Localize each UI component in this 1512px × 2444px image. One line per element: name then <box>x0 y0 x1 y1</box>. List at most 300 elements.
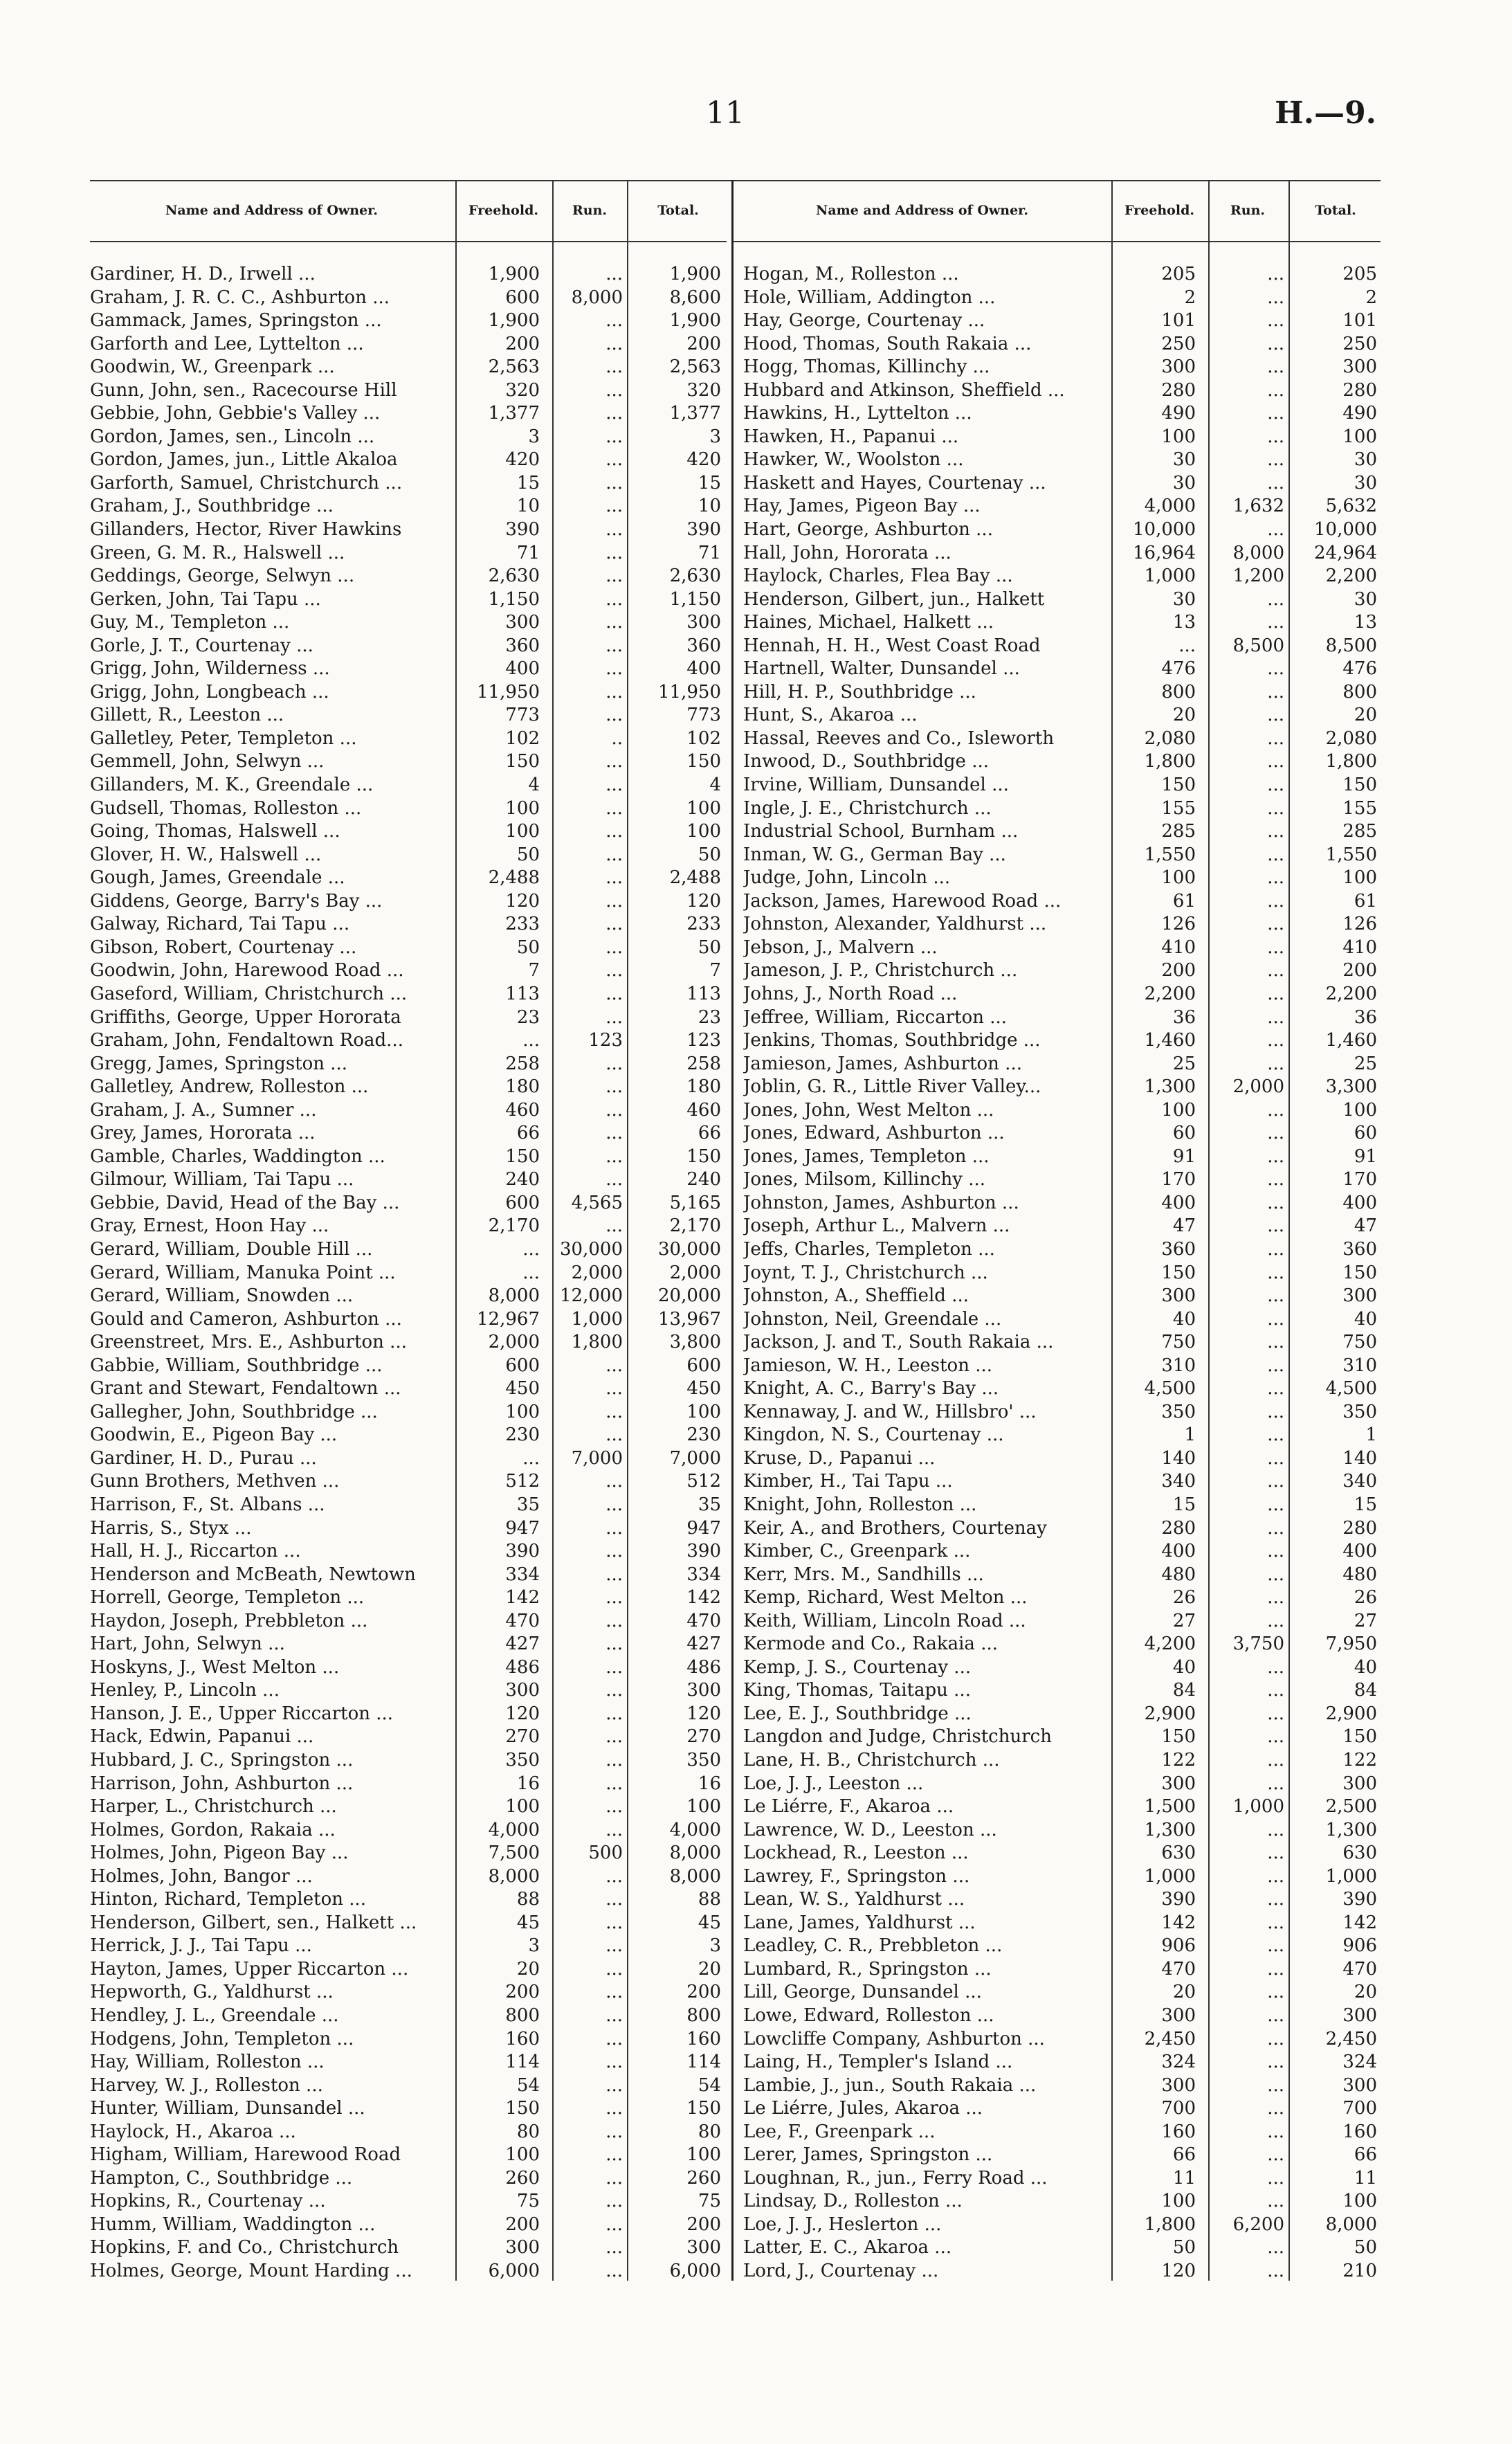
freehold-value: 3 <box>528 1935 540 1957</box>
total-value: 2,200 <box>1325 983 1377 1004</box>
owner-name: Joseph, Arthur L., Malvern ... <box>743 1215 1010 1237</box>
table-row <box>90 820 727 844</box>
table-row <box>90 2167 727 2191</box>
freehold-value: 310 <box>1161 1355 1196 1376</box>
owner-name: Jeffree, William, Riccarton ... <box>743 1006 1008 1028</box>
freehold-value: 285 <box>1161 821 1196 842</box>
total-value: 400 <box>1342 1192 1377 1213</box>
owner-name: Le Liérre, Jules, Akaroa ... <box>743 2098 983 2119</box>
freehold-value: 16,964 <box>1133 542 1196 563</box>
total-value: 300 <box>686 1680 721 1701</box>
run-value: ... <box>1267 1541 1284 1562</box>
freehold-value: 400 <box>1161 1192 1196 1213</box>
table-row <box>90 1981 727 2004</box>
freehold-value: 360 <box>1161 1238 1196 1260</box>
total-value: 773 <box>686 705 721 726</box>
owner-name: Jones, John, West Melton ... <box>743 1099 994 1121</box>
freehold-value: 30 <box>1172 588 1196 610</box>
table-row <box>90 959 727 983</box>
table-row <box>90 1888 727 1912</box>
total-value: 160 <box>686 2028 721 2049</box>
owner-name: Ingle, J. E., Christchurch ... <box>743 797 992 819</box>
owner-name: Haskett and Hayes, Courtenay ... <box>743 472 1046 494</box>
table-row <box>734 890 1381 914</box>
table-row <box>90 518 727 542</box>
freehold-value: 3 <box>528 426 540 447</box>
table-row <box>734 797 1381 821</box>
run-value: ... <box>605 1355 623 1376</box>
freehold-value: 1,800 <box>1144 2214 1196 2235</box>
owner-name: Graham, J., Southbridge ... <box>90 496 334 517</box>
owner-name: Gudsell, Thomas, Rolleston ... <box>90 797 362 819</box>
run-value: ... <box>1267 1517 1284 1539</box>
run-value: ... <box>1267 449 1284 471</box>
table-row <box>90 1401 727 1424</box>
total-value: 334 <box>686 1564 721 1585</box>
total-value: 150 <box>686 2098 721 2119</box>
total-value: 123 <box>686 1030 721 1051</box>
freehold-value: 61 <box>1172 890 1196 912</box>
freehold-value: 60 <box>1172 1123 1196 1144</box>
total-value: 480 <box>1342 1564 1377 1585</box>
run-value: ... <box>605 635 623 656</box>
owner-name: Hay, George, Courtenay ... <box>743 310 985 332</box>
owner-name: Hoskyns, J., West Melton ... <box>90 1656 340 1678</box>
owner-name: Humm, William, Waddington ... <box>90 2214 376 2235</box>
run-value: ... <box>1267 1262 1284 1283</box>
table-row <box>90 2236 727 2260</box>
table-row <box>734 309 1381 333</box>
table-row <box>90 356 727 379</box>
table-row <box>90 1540 727 1564</box>
left-header-freehold: Freehold. <box>468 203 538 218</box>
freehold-value: 4,500 <box>1144 1378 1196 1400</box>
table-row <box>90 1262 727 1285</box>
run-value: ... <box>1267 1238 1284 1260</box>
total-value: 3 <box>709 1935 721 1957</box>
run-value: ... <box>605 403 623 424</box>
table-row <box>90 1215 727 1238</box>
run-value: ... <box>605 1819 623 1840</box>
table-row <box>734 2144 1381 2167</box>
freehold-value: 45 <box>516 1912 540 1933</box>
run-value: ... <box>605 1726 623 1748</box>
total-value: 8,600 <box>669 287 721 308</box>
run-value: 3,750 <box>1232 1633 1284 1655</box>
run-value: ... <box>605 658 623 680</box>
table-row <box>90 867 727 890</box>
table-row <box>90 1099 727 1123</box>
table-row <box>90 750 727 774</box>
run-value: ... <box>1267 472 1284 494</box>
owner-name: Gordon, James, jun., Little Akaloa <box>90 449 398 471</box>
owner-name: Jebson, J., Malvern ... <box>743 936 938 958</box>
total-value: 800 <box>1342 681 1377 703</box>
table-row <box>734 287 1381 310</box>
freehold-value: 91 <box>1172 1146 1196 1167</box>
run-value: ... <box>605 1215 623 1237</box>
owner-name: Lane, H. B., Christchurch ... <box>743 1750 1000 1771</box>
owner-name: Johnston, Alexander, Yaldhurst ... <box>743 914 1047 935</box>
freehold-value: 8,000 <box>488 1285 540 1307</box>
freehold-value: 2,900 <box>1144 1703 1196 1724</box>
run-value: 1,200 <box>1232 565 1284 587</box>
run-value: ... <box>1267 658 1284 680</box>
total-value: 84 <box>1354 1680 1377 1701</box>
table-row <box>734 1006 1381 1030</box>
total-value: 310 <box>1342 1355 1377 1376</box>
owner-name: Lee, F., Greenpark ... <box>743 2121 936 2142</box>
owner-name: Guy, M., Templeton ... <box>90 612 290 633</box>
total-value: 2,080 <box>1325 727 1377 749</box>
owner-name: Hepworth, G., Yaldhurst ... <box>90 1982 334 2003</box>
run-value: 6,200 <box>1232 2214 1284 2235</box>
total-value: 25 <box>1354 1053 1377 1074</box>
total-value: 4,500 <box>1325 1378 1377 1400</box>
freehold-value: 947 <box>505 1517 540 1539</box>
run-value: 4,565 <box>571 1192 623 1213</box>
total-value: 3 <box>709 426 721 447</box>
total-value: 16 <box>698 1773 721 1794</box>
run-value: ... <box>1267 2121 1284 2142</box>
run-value: 30,000 <box>560 1238 623 1260</box>
table-row <box>734 1912 1381 1935</box>
table-row <box>734 1238 1381 1262</box>
freehold-value: 100 <box>505 1401 540 1422</box>
right-header-run: Run. <box>1230 203 1266 218</box>
freehold-value: 906 <box>1161 1935 1196 1957</box>
total-value: 700 <box>1342 2098 1377 2119</box>
table-row <box>90 1749 727 1773</box>
table-row <box>734 449 1381 472</box>
table-row <box>734 658 1381 681</box>
table-row <box>734 402 1381 426</box>
table-row <box>90 1308 727 1332</box>
freehold-value: 420 <box>505 449 540 471</box>
freehold-value: 23 <box>516 1006 540 1028</box>
table-row <box>734 472 1381 496</box>
table-row <box>90 1447 727 1471</box>
run-value: 1,800 <box>571 1332 623 1353</box>
owner-name: Jameson, J. P., Christchurch ... <box>743 960 1018 981</box>
freehold-value: 1,000 <box>1144 1865 1196 1887</box>
table-row <box>734 1981 1381 2004</box>
freehold-value: 300 <box>1161 2074 1196 2096</box>
total-value: 91 <box>1354 1146 1377 1167</box>
freehold-value: ... <box>522 1238 540 1260</box>
total-value: 180 <box>686 1076 721 1098</box>
run-value: ... <box>605 1471 623 1492</box>
run-value: ... <box>605 2121 623 2142</box>
table-row <box>734 518 1381 542</box>
run-value: ... <box>605 333 623 354</box>
table-row <box>90 1795 727 1819</box>
run-value: ... <box>1267 960 1284 981</box>
owner-name: Lawrence, W. D., Leeston ... <box>743 1819 997 1840</box>
run-value: ... <box>605 310 623 332</box>
run-value: ... <box>605 705 623 726</box>
run-value: ... <box>605 1587 623 1609</box>
total-value: 15 <box>698 472 721 494</box>
owner-name: Hayton, James, Upper Riccarton ... <box>90 1958 409 1980</box>
owner-name: Grant and Stewart, Fendaltown ... <box>90 1378 401 1400</box>
owner-name: Hinton, Richard, Templeton ... <box>90 1889 367 1910</box>
table-row <box>734 426 1381 449</box>
owner-name: Hawker, W., Woolston ... <box>743 449 964 471</box>
table-row <box>734 1470 1381 1494</box>
run-value: ... <box>605 588 623 610</box>
freehold-value: 1,000 <box>1144 565 1196 587</box>
total-value: 50 <box>1354 2237 1377 2259</box>
freehold-value: 2,630 <box>488 565 540 587</box>
table-row <box>90 797 727 821</box>
total-value: 114 <box>686 2052 721 2073</box>
run-value: ... <box>605 542 623 563</box>
total-value: 36 <box>1354 1006 1377 1028</box>
owner-name: Industrial School, Burnham ... <box>743 821 1019 842</box>
total-value: 11 <box>1354 2167 1377 2189</box>
run-value: ... <box>605 1169 623 1191</box>
run-value: ... <box>605 565 623 587</box>
table-row <box>734 565 1381 588</box>
owner-name: Gough, James, Greendale ... <box>90 867 345 889</box>
run-value: ... <box>1267 1099 1284 1121</box>
total-value: 2,488 <box>669 867 721 889</box>
owner-name: Jackson, James, Harewood Road ... <box>743 890 1062 912</box>
freehold-value: 100 <box>505 821 540 842</box>
run-value: ... <box>1267 1006 1284 1028</box>
table-row <box>90 1122 727 1146</box>
run-value: ... <box>605 681 623 703</box>
owner-name: Jones, James, Templeton ... <box>743 1146 990 1167</box>
table-row <box>734 1215 1381 1238</box>
total-value: 80 <box>698 2121 721 2142</box>
table-row <box>90 1935 727 1958</box>
freehold-value: 30 <box>1172 472 1196 494</box>
owner-name: Haylock, Charles, Flea Bay ... <box>743 565 1013 587</box>
freehold-value: 113 <box>505 983 540 1004</box>
run-value: 12,000 <box>560 1285 623 1307</box>
run-value: ... <box>1267 751 1284 772</box>
total-value: 13,967 <box>658 1308 721 1330</box>
owner-name: Hodgens, John, Templeton ... <box>90 2028 354 2049</box>
table-row <box>90 1470 727 1494</box>
left-rows <box>90 263 727 2283</box>
total-value: 120 <box>686 1703 721 1724</box>
total-value: 1,800 <box>1325 751 1377 772</box>
total-value: 101 <box>1342 310 1377 332</box>
table-row <box>734 356 1381 379</box>
owner-name: Hubbard, J. C., Springston ... <box>90 1750 354 1771</box>
freehold-value: 15 <box>1172 1494 1196 1515</box>
freehold-value: 30 <box>1172 449 1196 471</box>
table-row <box>90 565 727 588</box>
owner-name: Kerr, Mrs. M., Sandhills ... <box>743 1564 984 1585</box>
freehold-value: 200 <box>1161 960 1196 981</box>
run-value: ... <box>1267 2167 1284 2189</box>
total-value: 420 <box>686 449 721 471</box>
total-value: 350 <box>1342 1401 1377 1422</box>
freehold-value: 13 <box>1172 612 1196 633</box>
owner-name: Herrick, J. J., Tai Tapu ... <box>90 1935 312 1957</box>
run-value: 500 <box>588 1843 623 1864</box>
total-value: 200 <box>686 1982 721 2003</box>
run-value: ... <box>605 914 623 935</box>
run-value: ... <box>1267 2074 1284 2096</box>
total-value: 512 <box>686 1471 721 1492</box>
owner-name: Hanson, J. E., Upper Riccarton ... <box>90 1703 394 1724</box>
owner-name: Hopkins, F. and Co., Christchurch <box>90 2237 399 2259</box>
run-value: ... <box>1267 1169 1284 1191</box>
freehold-value: 334 <box>505 1564 540 1585</box>
run-value: 7,000 <box>571 1447 623 1469</box>
run-value: ... <box>1267 2191 1284 2212</box>
table-row <box>90 1377 727 1401</box>
table-row <box>734 1610 1381 1633</box>
run-value: ... <box>605 1123 623 1144</box>
freehold-value: 750 <box>1161 1332 1196 1353</box>
total-value: 2,000 <box>669 1262 721 1283</box>
freehold-value: 512 <box>505 1471 540 1492</box>
table-row <box>90 1192 727 1215</box>
table-row <box>734 2097 1381 2121</box>
run-value: ... <box>605 472 623 494</box>
total-value: 1,900 <box>669 264 721 284</box>
freehold-value: 800 <box>1161 681 1196 703</box>
run-value: ... <box>1267 1401 1284 1422</box>
total-value: 20 <box>1354 705 1377 726</box>
owner-name: Gibson, Robert, Courtenay ... <box>90 936 357 958</box>
total-value: 350 <box>686 1750 721 1771</box>
freehold-value: 15 <box>516 472 540 494</box>
freehold-value: ... <box>522 1262 540 1283</box>
owner-name: Gorle, J. T., Courtenay ... <box>90 635 313 656</box>
total-value: 170 <box>1342 1169 1377 1191</box>
owner-name: Grigg, John, Longbeach ... <box>90 681 329 703</box>
freehold-value: 50 <box>516 936 540 958</box>
owner-name: Harris, S., Styx ... <box>90 1517 252 1539</box>
run-value: ... <box>605 2237 623 2259</box>
left-owner-table <box>90 180 727 2281</box>
owner-name: Gordon, James, sen., Lincoln ... <box>90 426 375 447</box>
owner-name: Graham, J. R. C. C., Ashburton ... <box>90 287 390 308</box>
table-row <box>734 1703 1381 1726</box>
owner-name: Laing, H., Templer's Island ... <box>743 2052 1013 2073</box>
run-value: ... <box>605 2261 623 2282</box>
table-row <box>90 681 727 705</box>
table-row <box>734 1377 1381 1401</box>
total-value: 400 <box>1342 1541 1377 1562</box>
total-value: 2,563 <box>669 356 721 378</box>
run-value: ... <box>605 775 623 796</box>
owner-name: Kimber, H., Tai Tapu ... <box>743 1471 953 1492</box>
freehold-value: 160 <box>1161 2121 1196 2142</box>
run-value: ... <box>1267 1819 1284 1840</box>
total-value: 270 <box>686 1726 721 1748</box>
freehold-value: 2,200 <box>1144 983 1196 1004</box>
owner-name: Hack, Edwin, Papanui ... <box>90 1726 314 1748</box>
run-value: ... <box>605 1076 623 1098</box>
total-value: 906 <box>1342 1935 1377 1957</box>
run-value: ... <box>1267 2261 1284 2282</box>
run-value: ... <box>605 2098 623 2119</box>
freehold-value: 10 <box>516 496 540 517</box>
table-row <box>90 1610 727 1633</box>
owner-name: Hartnell, Walter, Dunsandel ... <box>743 658 1020 680</box>
freehold-value: 340 <box>1161 1471 1196 1492</box>
total-value: 75 <box>698 2191 721 2212</box>
freehold-value: 155 <box>1161 797 1196 819</box>
table-row <box>90 2074 727 2098</box>
owner-name: Lowcliffe Company, Ashburton ... <box>743 2028 1045 2049</box>
freehold-value: 6,000 <box>488 2261 540 2282</box>
freehold-value: 300 <box>505 612 540 633</box>
total-value: 47 <box>1354 1215 1377 1237</box>
freehold-value: 280 <box>1161 1517 1196 1539</box>
run-value: ... <box>605 449 623 471</box>
owner-name: Loe, J. J., Heslerton ... <box>743 2214 942 2235</box>
table-row <box>734 611 1381 635</box>
total-value: 360 <box>1342 1238 1377 1260</box>
left-header-run: Run. <box>572 203 608 218</box>
table-row <box>734 1099 1381 1123</box>
table-row <box>734 727 1381 751</box>
table-row <box>734 774 1381 797</box>
total-value: 340 <box>1342 1471 1377 1492</box>
run-value: ... <box>1267 2005 1284 2027</box>
run-value: ... <box>605 1610 623 1631</box>
table-row <box>734 2190 1381 2214</box>
total-value: 240 <box>686 1169 721 1191</box>
run-value: 2,000 <box>571 1262 623 1283</box>
table-row <box>734 2051 1381 2074</box>
owner-name: Jackson, J. and T., South Rakaia ... <box>743 1332 1054 1353</box>
run-value: 8,500 <box>1232 635 1284 656</box>
table-row <box>90 402 727 426</box>
table-row <box>734 2214 1381 2237</box>
table-row <box>734 867 1381 890</box>
owner-name: Latter, E. C., Akaroa ... <box>743 2237 952 2259</box>
total-value: 2,900 <box>1325 1703 1377 1724</box>
freehold-value: 150 <box>505 751 540 772</box>
total-value: 450 <box>686 1378 721 1400</box>
table-row <box>90 2214 727 2237</box>
run-value: ... <box>1267 1773 1284 1794</box>
run-value: ... <box>605 960 623 981</box>
owner-name: Hendley, J. L., Greendale ... <box>90 2005 339 2027</box>
freehold-value: 26 <box>1172 1587 1196 1609</box>
table-row <box>90 1703 727 1726</box>
owner-name: Gray, Ernest, Hoon Hay ... <box>90 1215 329 1237</box>
table-row <box>734 635 1381 658</box>
owner-name: Hunter, William, Dunsandel ... <box>90 2098 365 2119</box>
owner-name: Lawrey, F., Springston ... <box>743 1865 970 1887</box>
freehold-value: 270 <box>505 1726 540 1748</box>
run-value: ... <box>1267 1680 1284 1701</box>
owner-name: Hall, H. J., Riccarton ... <box>90 1541 301 1562</box>
run-value: ... <box>1267 403 1284 424</box>
left-header-name: Name and Address of Owner. <box>165 203 379 218</box>
table-row <box>90 1679 727 1703</box>
table-row <box>90 774 727 797</box>
freehold-value: 100 <box>1161 867 1196 889</box>
freehold-value: 200 <box>505 1982 540 2003</box>
freehold-value: 300 <box>1161 2005 1196 2027</box>
total-value: 300 <box>686 2237 721 2259</box>
run-value: ... <box>1267 1030 1284 1051</box>
owner-name: Leadley, C. R., Prebbleton ... <box>743 1935 1003 1957</box>
owner-name: Hart, John, Selwyn ... <box>90 1633 285 1655</box>
